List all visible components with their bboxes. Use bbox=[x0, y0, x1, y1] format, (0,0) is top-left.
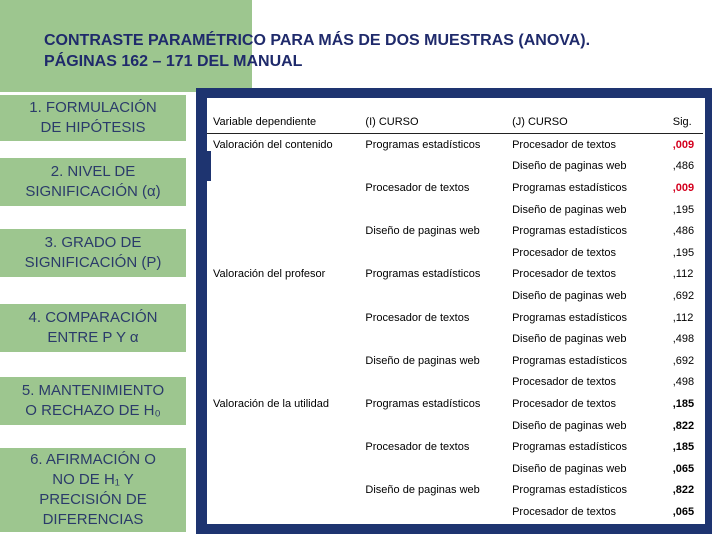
sig-cell: ,195 bbox=[672, 246, 695, 259]
step-formulacion bbox=[0, 95, 186, 141]
table-cell bbox=[207, 199, 359, 221]
step-label: 4. COMPARACIÓN bbox=[28, 309, 158, 326]
table-cell: Procesador de textos bbox=[512, 268, 617, 281]
table-cell: Programas estadísticos bbox=[512, 354, 628, 367]
table-cell: Diseño de paginas web bbox=[512, 289, 627, 302]
table-row bbox=[207, 350, 703, 372]
table-cell bbox=[207, 350, 359, 372]
step-mantenimiento bbox=[0, 377, 186, 425]
table-cell: Procesador de textos bbox=[365, 311, 470, 324]
sig-cell: ,009 bbox=[672, 181, 695, 194]
sig-cell: ,822 bbox=[672, 484, 695, 497]
table-row bbox=[207, 393, 703, 415]
table-row bbox=[207, 220, 703, 242]
table-row bbox=[207, 436, 703, 458]
table-cell: Diseño de paginas web bbox=[512, 419, 627, 432]
table-cell bbox=[207, 177, 359, 199]
table-cell bbox=[359, 285, 506, 307]
table-row bbox=[207, 134, 703, 156]
table-cell bbox=[207, 328, 359, 350]
table-row bbox=[207, 480, 703, 502]
table-cell bbox=[207, 436, 359, 458]
sig-cell: ,185 bbox=[672, 441, 695, 454]
table-cell: Diseño de paginas web bbox=[365, 484, 480, 497]
table-cell: Programas estadísticos bbox=[512, 225, 628, 238]
table-row bbox=[207, 372, 703, 394]
table-cell: Diseño de paginas web bbox=[512, 333, 627, 346]
table-cell bbox=[359, 501, 506, 523]
anova-posthoc-table bbox=[207, 111, 703, 523]
sig-cell: ,065 bbox=[672, 505, 695, 518]
step-label: 3. GRADO DE bbox=[44, 234, 142, 251]
table-row bbox=[207, 156, 703, 178]
table-cell: Diseño de paginas web bbox=[512, 203, 627, 216]
slide-title-line1: CONTRASTE PARAMÉTRICO PARA MÁS DE DOS MUESTRAS (ANOVA). bbox=[44, 32, 591, 49]
sig-cell: ,498 bbox=[672, 376, 695, 389]
table-cell bbox=[207, 501, 359, 523]
table-cell: Procesador de textos bbox=[512, 376, 617, 389]
table-row bbox=[207, 242, 703, 264]
table-cell: Procesador de textos bbox=[512, 246, 617, 259]
sig-cell: ,112 bbox=[672, 268, 694, 281]
sig-cell: ,185 bbox=[672, 397, 695, 410]
table-cell: Programas estadísticos bbox=[512, 484, 628, 497]
table-cell bbox=[359, 242, 506, 264]
table-cell bbox=[207, 458, 359, 480]
table-cell bbox=[359, 458, 506, 480]
table-cell: Valoración del contenido bbox=[213, 138, 333, 151]
table-cell bbox=[207, 480, 359, 502]
table-cell bbox=[207, 220, 359, 242]
table-cell: Diseño de paginas web bbox=[365, 225, 480, 238]
table-cell bbox=[359, 328, 506, 350]
step-label: SIGNIFICACIÓN (α) bbox=[25, 183, 161, 200]
table-cell bbox=[207, 242, 359, 264]
step-afirmacion bbox=[0, 448, 186, 532]
table-cell bbox=[359, 415, 506, 437]
table-cell: Programas estadísticos bbox=[512, 441, 628, 454]
step-nivel-significacion bbox=[0, 158, 186, 206]
sig-cell: ,486 bbox=[672, 225, 695, 238]
column-header: (J) CURSO bbox=[506, 111, 653, 134]
slide-title bbox=[44, 30, 704, 72]
step-label: 1. FORMULACIÓN bbox=[29, 99, 157, 116]
table-cell bbox=[359, 156, 506, 178]
table-cell bbox=[207, 415, 359, 437]
slide-title-line2: PÁGINAS 162 – 171 DEL MANUAL bbox=[44, 53, 303, 70]
table-cell: Programas estadísticos bbox=[365, 268, 481, 281]
sig-cell: ,498 bbox=[672, 333, 695, 346]
sig-cell: ,195 bbox=[672, 203, 695, 216]
table-cell: Procesador de textos bbox=[512, 138, 617, 151]
step-label: DE HIPÓTESIS bbox=[40, 119, 146, 136]
table-cell bbox=[207, 285, 359, 307]
step-label: DIFERENCIAS bbox=[42, 511, 144, 528]
step-grado-significacion bbox=[0, 229, 186, 277]
table-cell: Diseño de paginas web bbox=[512, 462, 627, 475]
table-cell bbox=[207, 307, 359, 329]
table-cell: Programas estadísticos bbox=[365, 138, 481, 151]
table-cell: Procesador de textos bbox=[512, 397, 617, 410]
table-row bbox=[207, 264, 703, 286]
table-row bbox=[207, 285, 703, 307]
step-comparacion bbox=[0, 304, 186, 352]
sig-cell: ,692 bbox=[672, 289, 695, 302]
table-cell: Programas estadísticos bbox=[512, 181, 628, 194]
column-header: (I) CURSO bbox=[359, 111, 506, 134]
table-cell: Programas estadísticos bbox=[512, 311, 628, 324]
table-cell bbox=[207, 372, 359, 394]
table-cell: Procesador de textos bbox=[365, 181, 470, 194]
table-cell bbox=[359, 199, 506, 221]
table-cell: Procesador de textos bbox=[365, 441, 470, 454]
table-row bbox=[207, 177, 703, 199]
table-cell bbox=[207, 156, 359, 178]
table-row bbox=[207, 328, 703, 350]
sig-cell: ,486 bbox=[672, 160, 695, 173]
step-label: 6. AFIRMACIÓN O bbox=[30, 451, 156, 468]
step-label: 2. NIVEL DE bbox=[50, 163, 136, 180]
table-cell: Programas estadísticos bbox=[365, 397, 481, 410]
table-row bbox=[207, 415, 703, 437]
table-cell: Valoración del profesor bbox=[213, 268, 326, 281]
table-row bbox=[207, 458, 703, 480]
table-cell bbox=[359, 372, 506, 394]
table-row bbox=[207, 307, 703, 329]
step-label: SIGNIFICACIÓN (P) bbox=[24, 254, 162, 271]
sig-cell: ,822 bbox=[672, 419, 695, 432]
table-header-row bbox=[207, 111, 703, 134]
sig-cell: ,009 bbox=[672, 138, 695, 151]
table-row bbox=[207, 501, 703, 523]
table-cell: Diseño de paginas web bbox=[512, 160, 627, 173]
table-cell: Procesador de textos bbox=[512, 505, 617, 518]
sig-cell: ,692 bbox=[672, 354, 695, 367]
step-label: PRECISIÓN DE bbox=[39, 491, 147, 508]
column-header: Variable dependiente bbox=[207, 111, 359, 134]
step-label: NO DE H₁ Y bbox=[52, 471, 134, 488]
step-label: O RECHAZO DE H₀ bbox=[25, 402, 161, 419]
step-label: 5. MANTENIMIENTO bbox=[21, 382, 165, 399]
column-header: Sig. bbox=[653, 111, 703, 134]
sig-cell: ,112 bbox=[672, 311, 694, 324]
table-row bbox=[207, 199, 703, 221]
step-label: ENTRE P Y α bbox=[47, 329, 139, 346]
table-cell: Diseño de paginas web bbox=[365, 354, 480, 367]
table-cell: Valoración de la utilidad bbox=[213, 397, 329, 410]
sig-cell: ,065 bbox=[672, 462, 695, 475]
